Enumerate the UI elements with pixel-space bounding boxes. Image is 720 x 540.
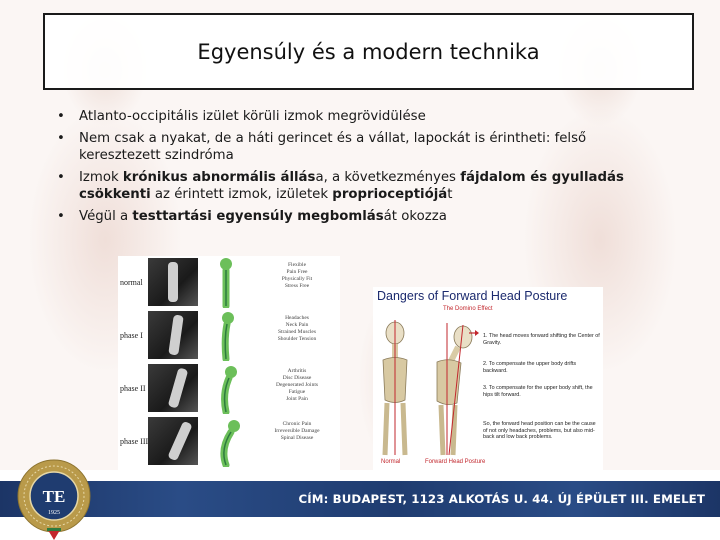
fhp-note: 2. To compensate the upper body drifts backward.	[483, 361, 577, 374]
skeleton-comparison-icon	[373, 315, 483, 460]
bullet-item	[55, 208, 655, 226]
phase-notes	[254, 368, 340, 403]
xray-image	[148, 258, 198, 306]
phase-note: Shoulder Tension	[277, 336, 317, 342]
bullet-text: t	[447, 187, 453, 202]
phase-notes	[254, 315, 340, 343]
phase-note: Spinal Disease	[280, 435, 314, 441]
bullet-text: Atlanto-occipitális izület körüli izmok megrövidülése	[79, 109, 426, 124]
phase-note: Disc Disease	[282, 375, 312, 381]
fhp-note: 3. To compensate for the upper body shift, the hips tilt forward.	[483, 385, 593, 398]
xray-image	[148, 417, 198, 465]
phase-note: Strained Muscles	[277, 329, 317, 335]
bullet-text: az érintett izmok, izületek	[150, 187, 333, 202]
footer	[0, 470, 720, 540]
spine-figure-icon	[206, 309, 246, 361]
bullet-text: Nem csak a nyakat, de a háti gerincet és a vállat, lapockát is érintheti: felső keresztezett szindróma	[79, 130, 587, 163]
fhp-caption-forward: Forward Head Posture	[425, 459, 486, 465]
phase-note: Headaches	[285, 315, 309, 321]
bullet-bold-text: csökkenti	[79, 187, 151, 202]
bullet-item	[55, 169, 655, 204]
phase-label: normal	[120, 278, 143, 287]
phase-label: phase I	[120, 331, 143, 340]
phase-note: Chronic Pain	[282, 421, 312, 427]
phase-note: Fatigue	[288, 389, 306, 395]
fhp-note: 1. The head moves forward shifting the Center of Gravity.	[483, 333, 600, 346]
phase-note: Stress Free	[284, 283, 310, 289]
phase-label: phase II	[120, 384, 146, 393]
bullet-text: át okozza	[383, 208, 447, 224]
xray-image	[148, 311, 198, 359]
fhp-note: So, the forward head position can be the cause of not only headaches, problems, but also mid-back and low back problems.	[483, 421, 596, 441]
phase-note: Arthritis	[287, 368, 307, 374]
phase-note: Degenerated Joints	[276, 382, 318, 388]
phase-note: Neck Pain	[285, 322, 309, 328]
bullet-bold-text: fájdalom és gyulladás	[460, 169, 624, 185]
logo-year: 1925	[48, 510, 60, 516]
slide-title: Egyensúly és a modern technika	[197, 39, 540, 64]
phase-row	[118, 415, 340, 467]
phase-note: Flexible	[287, 262, 307, 268]
bullet-item	[55, 130, 655, 165]
phase-row	[118, 309, 340, 361]
forward-head-posture-figure	[373, 287, 603, 470]
phase-note: Pain Free	[286, 269, 308, 275]
university-seal-logo-icon	[12, 458, 96, 540]
phase-note: Joint Pain	[286, 396, 308, 402]
phase-row	[118, 256, 340, 308]
fhp-title: Dangers of Forward Head Posture	[377, 289, 568, 303]
footer-address: CÍM: BUDAPEST, 1123 ALKOTÁS U. 44. ÚJ ÉPÜLET III. EMELET	[298, 492, 705, 506]
bullet-text: Izmok	[79, 169, 123, 185]
phase-notes	[254, 262, 340, 290]
phase-note: Physically Fit	[281, 276, 313, 282]
phase-note: Irreversible Damage	[274, 428, 320, 434]
fhp-caption-normal: Normal	[381, 459, 401, 465]
xray-image	[148, 364, 198, 412]
spine-figure-icon	[206, 415, 246, 467]
phase-label: phase III	[120, 437, 149, 446]
phase-notes	[254, 421, 340, 442]
logo-text: TE	[42, 487, 66, 506]
posture-phases-figure	[118, 256, 340, 470]
bullet-bold-text: proprioceptiójá	[332, 187, 448, 202]
spine-figure-icon	[206, 362, 246, 414]
bullet-bold-text: krónikus abnormális állás	[122, 169, 316, 185]
bullet-text: Végül a	[79, 208, 133, 224]
title-box	[43, 13, 694, 90]
phase-row	[118, 362, 340, 414]
bullet-item	[55, 108, 655, 126]
bullet-bold-text: testtartási egyensúly megbomlás	[132, 208, 384, 224]
fhp-subtitle: The Domino Effect	[443, 306, 493, 312]
bullet-text: a, a következményes	[315, 169, 461, 185]
bullet-list	[55, 108, 655, 229]
spine-figure-icon	[206, 256, 246, 308]
